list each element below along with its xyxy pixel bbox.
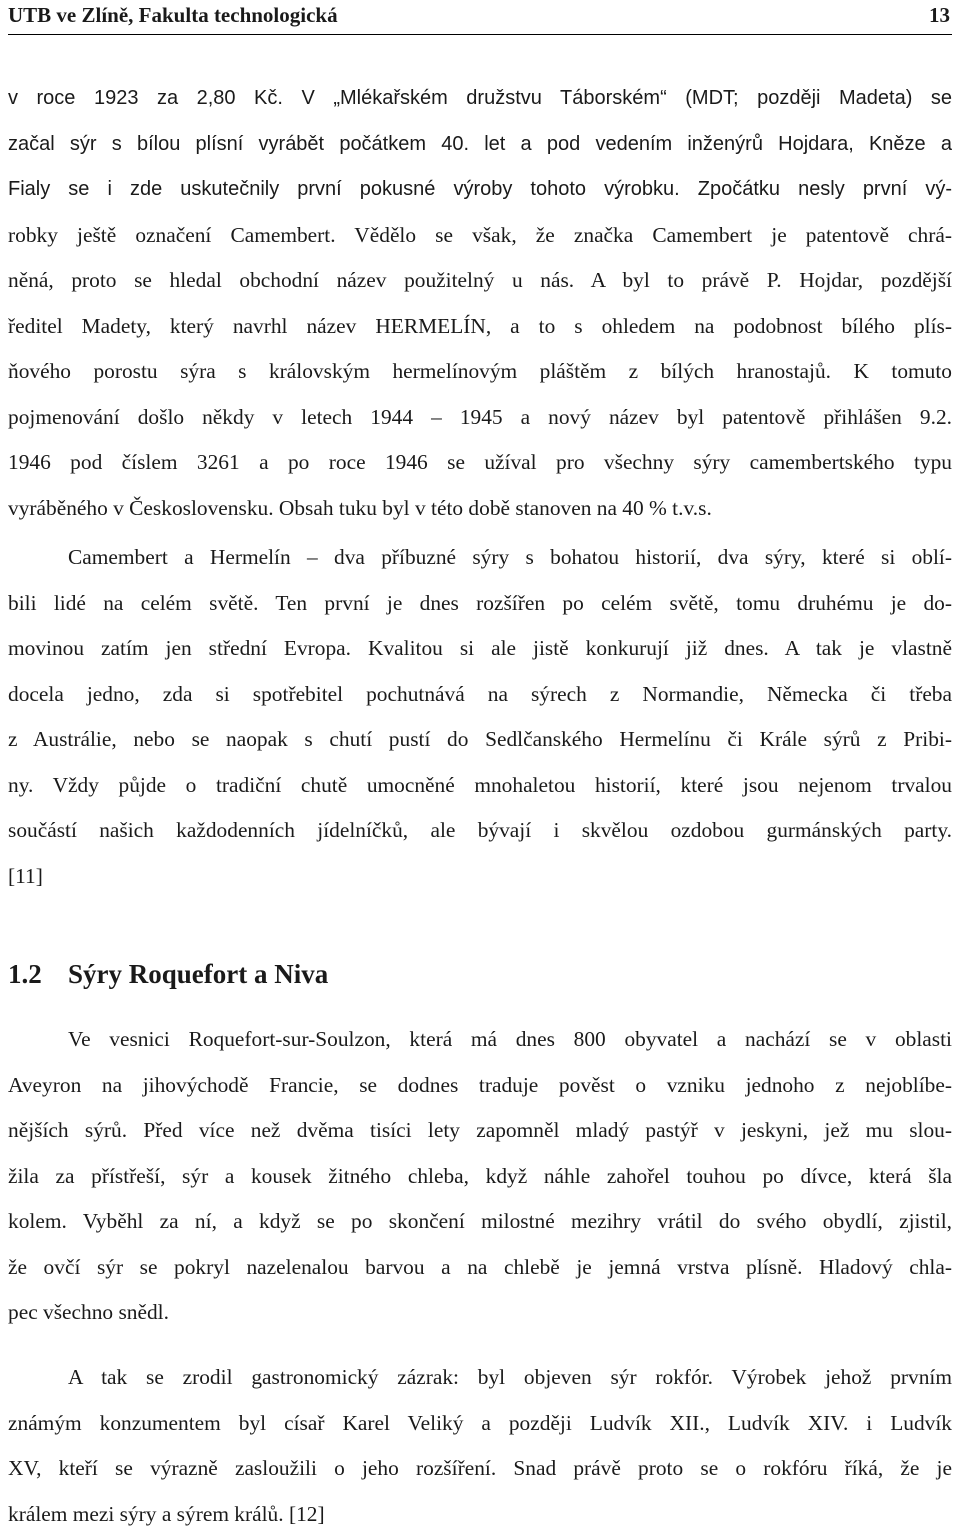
text-line: z Austrálie, nebo se naopak s chutí pustí do Sedlčanského Hermelínu či Krále sýrů z Pribi- [8,717,952,763]
text-line: vyráběného v Československu. Obsah tuku byl v této době stanoven na 40 % t.v.s. [8,486,952,532]
text-line: Aveyron na jihovýchodě Francie, se dodnes traduje pověst o vzniku jednoho z nejoblíbe- [8,1063,952,1109]
paragraph-roquefort-kings [8,1355,952,1537]
text-line: nějších sýrů. Před více než dvěma tisíci lety zapomněl mladý pastýř v jeskyni, jež mu slou- [8,1108,952,1154]
text-line: 1946 pod číslem 3261 a po roce 1946 se užíval pro všechny sýry camembertského typu [8,440,952,486]
text-line: pojmenování došlo někdy v letech 1944 – 1945 a nový název byl patentově přihlášen 9.2. [8,395,952,441]
section-title: Sýry Roquefort a Niva [68,959,328,989]
page-header [8,0,952,35]
text-line: něná, proto se hledal obchodní název použitelný u nás. A byl to právě P. Hojdar, pozdější [8,258,952,304]
text-line: součástí našich každodenních jídelníčků, ale bývají i skvělou ozdobou gurmánských party. [8,808,952,854]
text-line: králem mezi sýry a sýrem králů. [12] [8,1492,952,1537]
section-heading [8,952,328,996]
text-line: Fialy se i zde uskutečnily první pokusné výroby tohoto výrobku. Zpočátku nesly první vý- [8,167,952,213]
text-line: bili lidé na celém světě. Ten první je dnes rozšířen po celém světě, tomu druhému je do- [8,581,952,627]
paragraph-roquefort-legend [8,1017,952,1336]
text-line: začal sýr s bílou plísní vyrábět počátkem 40. let a pod vedením inženýrů Hojdara, Kněze a [8,122,952,168]
text-line: Ve vesnici Roquefort-sur-Soulzon, která má dnes 800 obyvatel a nachází se v oblasti [8,1017,952,1063]
text-line: kolem. Vyběhl za ní, a když se po skončení milostné mezihry vrátil do svého obydlí, zjistil, [8,1199,952,1245]
paragraph-hermelin-history [8,76,952,899]
text-line: [11] [8,854,952,900]
text-line: známým konzumentem byl císař Karel Veliký a později Ludvík XII., Ludvík XIV. i Ludvík [8,1401,952,1447]
text-line: docela jedno, zda si spotřebitel pochutnává na sýrech z Normandie, Německa či třeba [8,672,952,718]
text-line: ny. Vždy půjde o tradiční chutě umocněné mnohaletou historií, které jsou nejenom trvalou [8,763,952,809]
page-number: 13 [929,3,950,28]
text-line: ředitel Madety, který navrhl název HERMELÍN, a to s ohledem na podobnost bílého plís- [8,304,952,350]
text-line: Camembert a Hermelín – dva příbuzné sýry s bohatou historií, dva sýry, které si oblí- [8,535,952,581]
text-line: žila za přístřeší, sýr a kousek žitného chleba, když náhle zahořel touhou po dívce, která šla [8,1154,952,1200]
text-line: že ovčí sýr se pokryl nazelenalou barvou a na chlebě je jemná vrstva plísně. Hladový chla- [8,1245,952,1291]
text-line: v roce 1923 za 2,80 Kč. V „Mlékařském družstvu Táborském“ (MDT; později Madeta) se [8,76,952,122]
text-line: movinou zatím jen střední Evropa. Kvalitou si ale jistě konkurují již dnes. A tak je vlastně [8,626,952,672]
running-title: UTB ve Zlíně, Fakulta technologická [8,3,338,28]
text-line: A tak se zrodil gastronomický zázrak: byl objeven sýr rokfór. Výrobek jehož prvním [8,1355,952,1401]
text-line: pec všechno snědl. [8,1290,952,1336]
text-line: ňového porostu sýra s královským hermelínovým pláštěm z bílých hranostajů. K tomuto [8,349,952,395]
text-line: robky ještě označení Camembert. Vědělo se však, že značka Camembert je patentově chrá- [8,213,952,259]
section-number: 1.2 [8,952,68,996]
text-line: XV, kteří se výrazně zasloužili o jeho rozšíření. Snad právě proto se o rokfóru říká, že je [8,1446,952,1492]
